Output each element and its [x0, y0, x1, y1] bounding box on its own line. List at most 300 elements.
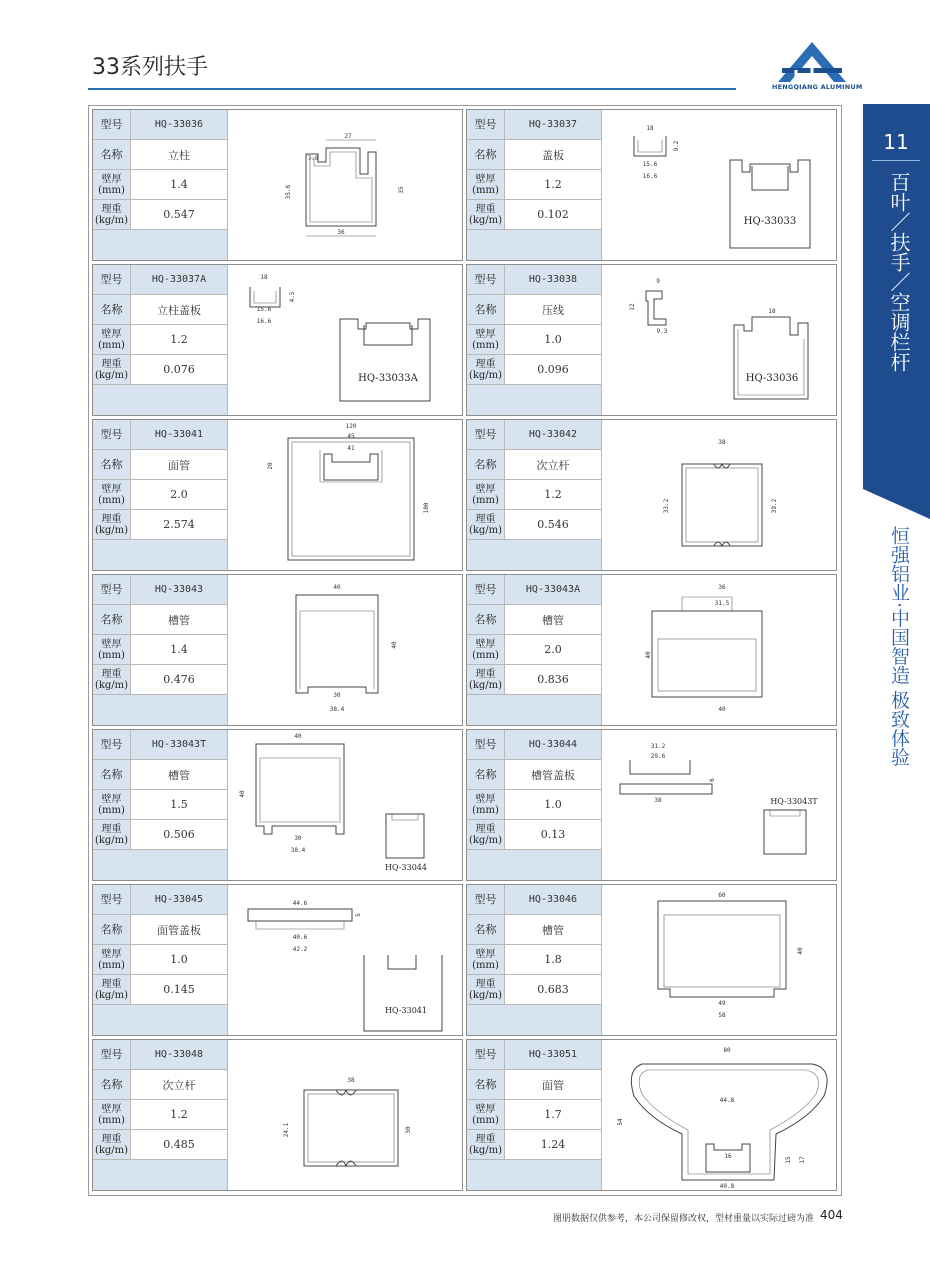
- name-row-label: 名称: [467, 605, 505, 634]
- brand-name: HENGQIANG ALUMINUM: [772, 83, 863, 91]
- weight-row-label: 理重 (kg/m): [93, 510, 131, 539]
- weight-row-label: 理重 (kg/m): [467, 665, 505, 694]
- weight-row: [467, 510, 602, 540]
- weight-row: [93, 355, 228, 385]
- model-row: [93, 265, 228, 295]
- thickness-row: [467, 170, 602, 200]
- dimension-height-left: 35.6: [285, 184, 292, 200]
- weight-row-value: 0.547: [131, 200, 228, 229]
- model-row: [467, 110, 602, 140]
- dimension-slot-inner: 41: [347, 445, 355, 452]
- weight-row-value: 0.485: [131, 1130, 228, 1159]
- weight-row-value: 0.145: [131, 975, 228, 1004]
- spec-table-footer: [93, 385, 228, 415]
- profile-cross-section: [602, 1040, 836, 1190]
- name-row-label: 名称: [93, 295, 131, 324]
- thickness-row-value: 1.2: [131, 325, 228, 354]
- title-rule: [88, 88, 736, 90]
- thickness-row-label: 壁厚 (mm): [93, 480, 131, 509]
- profile-drawing: [602, 575, 836, 725]
- name-row: [467, 605, 602, 635]
- name-row-value: 面管盖板: [131, 915, 228, 944]
- name-row-label: 名称: [93, 1070, 131, 1099]
- thickness-row-value: 1.8: [505, 945, 602, 974]
- thickness-row: [93, 945, 228, 975]
- thickness-row-value: 1.4: [131, 170, 228, 199]
- dimension-inner-height: 33.2: [663, 498, 670, 514]
- weight-row: [93, 820, 228, 850]
- product-card: [466, 574, 837, 726]
- model-row-value: HQ-33042: [505, 420, 602, 449]
- page-title: 33系列扶手: [92, 55, 208, 80]
- model-row-value: HQ-33045: [131, 885, 228, 914]
- weight-row-label: 理重 (kg/m): [93, 1130, 131, 1159]
- name-row-label: 名称: [93, 915, 131, 944]
- weight-row: [467, 200, 602, 230]
- thickness-row-label: 壁厚 (mm): [93, 790, 131, 819]
- spec-table-footer: [93, 230, 228, 260]
- weight-row: [467, 1130, 602, 1160]
- thickness-row-value: 1.2: [505, 480, 602, 509]
- dimension-inner-height: 24.1: [283, 1122, 290, 1138]
- weight-row-label: 理重 (kg/m): [93, 820, 131, 849]
- model-row-value: HQ-33037: [505, 110, 602, 139]
- page-number: 404: [820, 1208, 843, 1222]
- spec-table: [467, 730, 602, 880]
- thickness-row-value: 1.7: [505, 1100, 602, 1129]
- name-row: [93, 450, 228, 480]
- thickness-row-label: 壁厚 (mm): [93, 945, 131, 974]
- weight-row-value: 0.096: [505, 355, 602, 384]
- spec-table: [467, 265, 602, 415]
- model-row: [467, 575, 602, 605]
- product-card: [466, 884, 837, 1036]
- dimension-base: 58: [718, 1012, 726, 1019]
- name-row-label: 名称: [467, 295, 505, 324]
- model-row-label: 型号: [467, 420, 505, 449]
- profile-drawing: [228, 265, 462, 415]
- dimension-base: 40.8: [719, 1183, 735, 1190]
- profile-reference-label: HQ-33033A: [358, 373, 418, 384]
- thickness-row: [93, 790, 228, 820]
- dimension-slot-depth: 20: [267, 462, 274, 470]
- spec-table: [93, 110, 228, 260]
- dimension-width: 27: [344, 133, 352, 140]
- thickness-row-value: 2.0: [505, 635, 602, 664]
- dimension-width: 40: [333, 584, 341, 591]
- model-row-value: HQ-33036: [131, 110, 228, 139]
- spec-table-footer: [93, 540, 228, 570]
- profile-cross-section: [602, 575, 836, 725]
- spec-table-footer: [467, 695, 602, 725]
- spec-table: [467, 885, 602, 1035]
- section-title: 百叶／扶手／空调栏杆: [887, 172, 911, 372]
- dimension-inner: 29.6: [650, 753, 666, 760]
- model-row-label: 型号: [467, 885, 505, 914]
- name-row: [467, 295, 602, 325]
- model-row: [93, 730, 228, 760]
- spec-table-footer: [93, 850, 228, 880]
- model-row-label: 型号: [93, 730, 131, 759]
- spec-table-footer: [467, 385, 602, 415]
- thickness-row-value: 1.5: [131, 790, 228, 819]
- thickness-row-value: 1.2: [505, 170, 602, 199]
- model-row-label: 型号: [93, 885, 131, 914]
- thickness-row: [93, 1100, 228, 1130]
- spec-table-footer: [467, 850, 602, 880]
- model-row-value: HQ-33043T: [131, 730, 228, 759]
- spec-table-footer: [93, 1160, 228, 1190]
- profile-reference-label: HQ-33036: [745, 373, 799, 384]
- thickness-row-value: 1.2: [131, 1100, 228, 1129]
- spec-table: [93, 420, 228, 570]
- dimension-inner: 15.6: [256, 306, 272, 313]
- product-card: [92, 884, 463, 1036]
- thickness-row-label: 壁厚 (mm): [467, 1100, 505, 1129]
- model-row-value: HQ-33043A: [505, 575, 602, 604]
- dimension-base: 38.4: [329, 706, 345, 713]
- weight-row-value: 0.506: [131, 820, 228, 849]
- thickness-row-label: 壁厚 (mm): [93, 635, 131, 664]
- thickness-row: [93, 325, 228, 355]
- dimension-width: 44.6: [292, 900, 308, 907]
- model-row: [93, 575, 228, 605]
- name-row-label: 名称: [467, 140, 505, 169]
- name-row-value: 槽管盖板: [505, 760, 602, 789]
- spec-table: [93, 885, 228, 1035]
- thickness-row-label: 壁厚 (mm): [93, 170, 131, 199]
- name-row-label: 名称: [93, 760, 131, 789]
- dimension-outer: 16.6: [256, 318, 272, 325]
- thickness-row-value: 1.0: [505, 325, 602, 354]
- product-card: [92, 574, 463, 726]
- model-row-value: HQ-33043: [131, 575, 228, 604]
- model-row-label: 型号: [93, 1040, 131, 1069]
- name-row-value: 槽管: [505, 605, 602, 634]
- product-card: [466, 1039, 837, 1191]
- name-row: [467, 450, 602, 480]
- product-card: [92, 264, 463, 416]
- spec-table: [93, 1040, 228, 1190]
- profile-reference-label: HQ-33041: [385, 1006, 427, 1015]
- thickness-row-label: 壁厚 (mm): [93, 325, 131, 354]
- thickness-row-label: 壁厚 (mm): [467, 170, 505, 199]
- dimension-base: 38: [654, 797, 662, 804]
- product-card: [92, 109, 463, 261]
- model-row-label: 型号: [467, 730, 505, 759]
- model-row-label: 型号: [93, 110, 131, 139]
- weight-row: [467, 975, 602, 1005]
- spec-table: [93, 575, 228, 725]
- profile-drawing: [602, 420, 836, 570]
- name-row-value: 立柱盖板: [131, 295, 228, 324]
- dimension-cap: 18: [768, 308, 776, 315]
- thickness-row-label: 壁厚 (mm): [467, 480, 505, 509]
- dimension-depth: 9.3: [656, 328, 668, 335]
- product-card: [466, 419, 837, 571]
- name-row-value: 压线: [505, 295, 602, 324]
- profile-reference-label: HQ-33043T: [770, 797, 818, 806]
- dimension-opening: 30: [333, 692, 341, 699]
- name-row-label: 名称: [467, 1070, 505, 1099]
- profile-drawing: [228, 730, 462, 880]
- spec-table-footer: [467, 230, 602, 260]
- name-row: [467, 1070, 602, 1100]
- dimension-lip: 7.8: [307, 155, 319, 162]
- weight-row-label: 理重 (kg/m): [467, 200, 505, 229]
- dimension-width: 36: [718, 584, 726, 591]
- dimension-height: 5: [355, 913, 362, 917]
- thickness-row: [467, 790, 602, 820]
- dimension-height: 40: [239, 790, 246, 798]
- name-row-value: 槽管: [131, 760, 228, 789]
- thickness-row: [467, 1100, 602, 1130]
- spec-table-footer: [467, 1160, 602, 1190]
- weight-row: [93, 200, 228, 230]
- weight-row-value: 0.683: [505, 975, 602, 1004]
- thickness-row-value: 2.0: [131, 480, 228, 509]
- name-row-value: 面管: [505, 1070, 602, 1099]
- weight-row-label: 理重 (kg/m): [93, 665, 131, 694]
- model-row: [93, 420, 228, 450]
- name-row-label: 名称: [467, 760, 505, 789]
- weight-row: [467, 355, 602, 385]
- model-row-label: 型号: [93, 575, 131, 604]
- dimension-width: 80: [723, 1047, 731, 1054]
- dimension-height: 100: [423, 502, 430, 514]
- weight-row: [467, 665, 602, 695]
- model-row-value: HQ-33044: [505, 730, 602, 759]
- model-row-value: HQ-33051: [505, 1040, 602, 1069]
- name-row-label: 名称: [93, 450, 131, 479]
- profile-cross-section: [602, 885, 836, 1035]
- dimension-width: 38: [347, 1077, 355, 1084]
- name-row: [93, 760, 228, 790]
- dimension-slot-outer: 45: [347, 433, 355, 440]
- name-row-value: 面管: [131, 450, 228, 479]
- spec-table-footer: [467, 540, 602, 570]
- profile-cross-section: [602, 265, 836, 415]
- name-row: [467, 915, 602, 945]
- model-row: [467, 885, 602, 915]
- weight-row-value: 0.13: [505, 820, 602, 849]
- dimension-height: 12: [629, 303, 636, 311]
- profile-drawing: [602, 265, 836, 415]
- thickness-row: [93, 170, 228, 200]
- name-row-label: 名称: [93, 605, 131, 634]
- model-row: [467, 420, 602, 450]
- profile-drawing: [228, 110, 462, 260]
- model-row-label: 型号: [93, 420, 131, 449]
- profile-cross-section: [228, 730, 462, 880]
- model-row-value: HQ-33041: [131, 420, 228, 449]
- footer-note: 图册数据仅供参考，本公司保留修改权，型材重量以实际过磅为准: [553, 1214, 815, 1224]
- name-row-value: 立柱: [131, 140, 228, 169]
- dimension-base: 36: [337, 229, 345, 236]
- spec-table: [467, 575, 602, 725]
- section-divider: [872, 160, 920, 161]
- profile-cross-section: [228, 265, 462, 415]
- spec-table: [93, 265, 228, 415]
- weight-row-value: 0.476: [131, 665, 228, 694]
- name-row: [93, 915, 228, 945]
- model-row-value: HQ-33038: [505, 265, 602, 294]
- name-row: [467, 140, 602, 170]
- name-row-value: 盖板: [505, 140, 602, 169]
- dimension-width: 18: [646, 125, 654, 132]
- spec-table: [467, 110, 602, 260]
- profile-drawing: [228, 575, 462, 725]
- dimension-height: 9.2: [673, 140, 680, 152]
- profile-drawing: [602, 730, 836, 880]
- profile-drawing: [602, 110, 836, 260]
- weight-row-label: 理重 (kg/m): [93, 200, 131, 229]
- dimension-base: 40: [718, 706, 726, 713]
- dimension-slot: 16: [724, 1153, 732, 1160]
- model-row: [93, 110, 228, 140]
- product-card: [466, 264, 837, 416]
- weight-row-label: 理重 (kg/m): [467, 820, 505, 849]
- spec-table-footer: [93, 1005, 228, 1035]
- weight-row-label: 理重 (kg/m): [93, 975, 131, 1004]
- weight-row-value: 0.102: [505, 200, 602, 229]
- profile-cross-section: [228, 1040, 462, 1190]
- profile-cross-section: [228, 885, 462, 1035]
- dimension-height-right: 35: [398, 186, 405, 194]
- spec-table: [93, 730, 228, 880]
- dimension-inner: 31.5: [714, 600, 730, 607]
- model-row-label: 型号: [467, 110, 505, 139]
- name-row: [467, 760, 602, 790]
- dimension-width: 38: [718, 439, 726, 446]
- profile-drawing: [602, 1040, 836, 1190]
- profile-cross-section: [228, 420, 462, 570]
- thickness-row-value: 1.0: [505, 790, 602, 819]
- thickness-row: [467, 325, 602, 355]
- thickness-row: [467, 480, 602, 510]
- dimension-opening: 49: [718, 1000, 726, 1007]
- profile-cross-section: [228, 110, 462, 260]
- weight-row: [93, 975, 228, 1005]
- dimension-inner: 40.6: [292, 934, 308, 941]
- dimension-inner: 15.6: [642, 161, 658, 168]
- name-row-label: 名称: [467, 915, 505, 944]
- thickness-row-label: 壁厚 (mm): [467, 945, 505, 974]
- profile-drawing: [228, 885, 462, 1035]
- name-row: [93, 1070, 228, 1100]
- weight-row: [93, 1130, 228, 1160]
- weight-row: [93, 665, 228, 695]
- dimension-base-height: 17: [799, 1156, 806, 1164]
- weight-row-value: 2.574: [131, 510, 228, 539]
- weight-row: [467, 820, 602, 850]
- profile-drawing: [228, 420, 462, 570]
- dimension-opening: 30: [294, 835, 302, 842]
- profile-reference-label: HQ-33033: [743, 216, 797, 227]
- dimension-height: 4.5: [289, 291, 296, 303]
- weight-row-label: 理重 (kg/m): [467, 1130, 505, 1159]
- model-row-label: 型号: [467, 265, 505, 294]
- product-card: [466, 729, 837, 881]
- profile-cross-section: [602, 420, 836, 570]
- name-row-value: 次立杆: [505, 450, 602, 479]
- name-row-value: 槽管: [131, 605, 228, 634]
- profile-reference-label: HQ-33044: [385, 863, 427, 872]
- profile-drawing: [228, 1040, 462, 1190]
- product-card: [92, 1039, 463, 1191]
- dimension-height: 39.2: [771, 498, 778, 514]
- thickness-row: [93, 480, 228, 510]
- spec-table: [467, 1040, 602, 1190]
- dimension-width: 40: [294, 733, 302, 740]
- product-card: [466, 109, 837, 261]
- model-row-label: 型号: [93, 265, 131, 294]
- name-row-value: 次立杆: [131, 1070, 228, 1099]
- dimension-width: 31.2: [650, 743, 666, 750]
- profile-drawing: [602, 885, 836, 1035]
- spec-table: [467, 420, 602, 570]
- weight-row-value: 0.836: [505, 665, 602, 694]
- thickness-row: [467, 635, 602, 665]
- thickness-row-label: 壁厚 (mm): [467, 325, 505, 354]
- dimension-height: 40: [797, 947, 804, 955]
- model-row: [467, 265, 602, 295]
- model-row: [467, 1040, 602, 1070]
- thickness-row-value: 1.4: [131, 635, 228, 664]
- dimension-outer: 16.6: [642, 173, 658, 180]
- model-row-value: HQ-33037A: [131, 265, 228, 294]
- dimension-width: 60: [718, 892, 726, 899]
- weight-row-label: 理重 (kg/m): [93, 355, 131, 384]
- model-row-label: 型号: [467, 1040, 505, 1069]
- weight-row-value: 1.24: [505, 1130, 602, 1159]
- name-row-label: 名称: [93, 140, 131, 169]
- profile-cross-section: [228, 575, 462, 725]
- dimension-width: 120: [345, 423, 357, 430]
- thickness-row-value: 1.0: [131, 945, 228, 974]
- section-number: 11: [883, 130, 909, 154]
- spec-table-footer: [93, 695, 228, 725]
- name-row-label: 名称: [467, 450, 505, 479]
- name-row-value: 槽管: [505, 915, 602, 944]
- dimension-height: 6: [709, 778, 716, 782]
- model-row-label: 型号: [467, 575, 505, 604]
- dimension-height: 40: [645, 651, 652, 659]
- thickness-row: [467, 945, 602, 975]
- model-row: [93, 885, 228, 915]
- product-card: [92, 419, 463, 571]
- thickness-row-label: 壁厚 (mm): [93, 1100, 131, 1129]
- thickness-row-label: 壁厚 (mm): [467, 635, 505, 664]
- dimension-neck: 44.8: [719, 1097, 735, 1104]
- profile-cross-section: [602, 110, 836, 260]
- name-row: [93, 295, 228, 325]
- product-card: [92, 729, 463, 881]
- dimension-height: 54: [617, 1118, 624, 1126]
- spec-table-footer: [467, 1005, 602, 1035]
- weight-row: [93, 510, 228, 540]
- dimension-outer: 42.2: [292, 946, 308, 953]
- dimension-height: 30: [405, 1126, 412, 1134]
- model-row-value: HQ-33046: [505, 885, 602, 914]
- thickness-row-label: 壁厚 (mm): [467, 790, 505, 819]
- weight-row-label: 理重 (kg/m): [467, 510, 505, 539]
- thickness-row: [93, 635, 228, 665]
- model-row: [467, 730, 602, 760]
- dimension-width: 9: [656, 278, 660, 285]
- model-row: [93, 1040, 228, 1070]
- name-row: [93, 605, 228, 635]
